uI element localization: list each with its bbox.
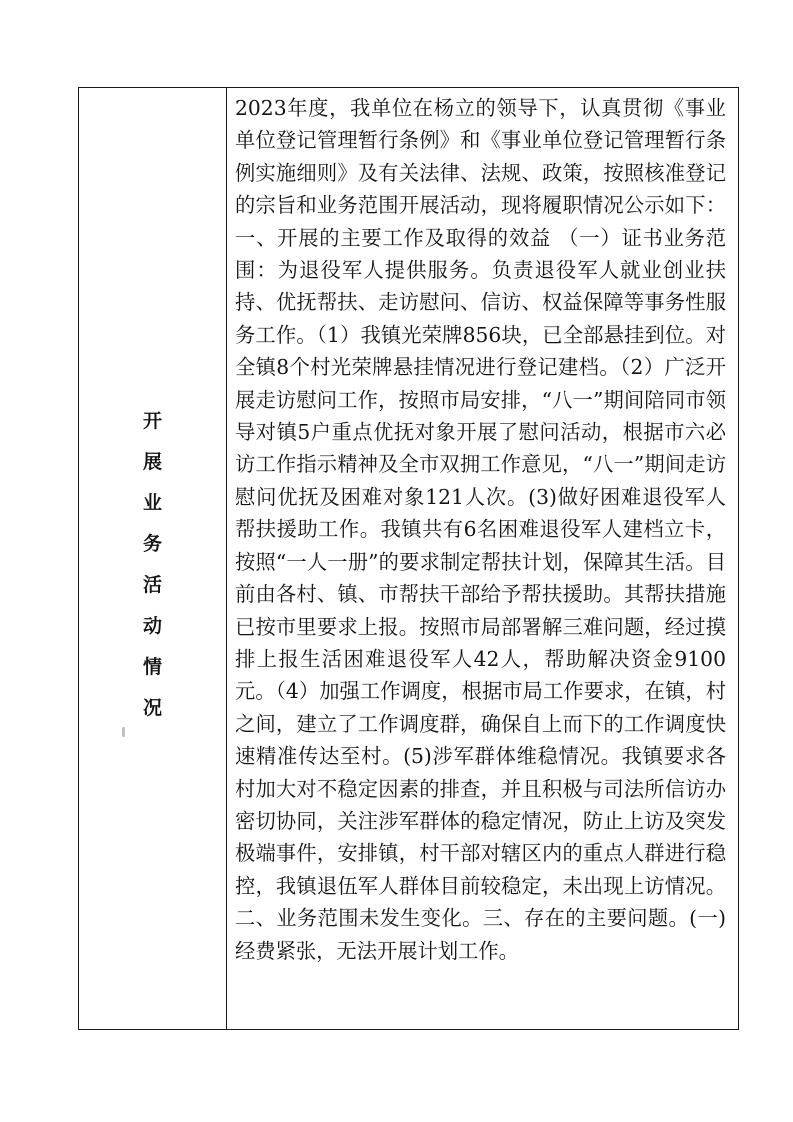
section-label-char: 动: [142, 614, 162, 637]
activity-table: [78, 87, 739, 1030]
section-label: [142, 409, 162, 719]
section-label-char: 活: [142, 573, 162, 596]
scan-mark: [122, 727, 125, 737]
section-label-char: 开: [142, 409, 162, 432]
section-label-cell: [79, 88, 227, 1029]
section-label-char: 情: [142, 655, 162, 678]
section-label-char: 况: [142, 696, 162, 719]
section-label-char: 展: [142, 450, 162, 473]
section-label-char: 务: [142, 532, 162, 555]
activity-report-text: 2023年度，我单位在杨立的领导下，认真贯彻《事业单位登记管理暂行条例》和《事业单位登记管理暂行条例实施细则》及有关法律、法规、政策，按照核准登记的宗旨和业务范围开展活动，现将履职情况公示如下： 一、开展的主要工作及取得的效益 （一）证书业务范围：为退役军人提供服务。负责退役军人就业创业扶持、优抚帮扶、走访慰问、信访、权益保障等事务性服务工作。（1）我镇光荣牌856块，已全部悬挂到位。对全镇8个村光荣牌悬挂情况进行登记建档。（2）广泛开展走访慰问工作，按照市局安排，“八一”期间陪同市领导对镇5户重点优抚对象开展了慰问活动，根据市六必访工作指示精神及全市双拥工作意见，“八一”期间走访慰问优抚及困难对象121人次。(3)做好困难退役军人帮扶援助工作。我镇共有6名困难退役军人建档立卡，按照“一人一册”的要求制定帮扶计划，保障其生活。目前由各村、镇、市帮扶干部给予帮扶援助。其帮扶措施已按市里要求上报。按照市局部署解三难问题，经过摸排上报生活困难退役军人42人，帮助解决资金9100元。（4）加强工作调度，根据市局工作要求，在镇，村之间，建立了工作调度群，确保自上而下的工作调度快速精准传达至村。(5)涉军群体维稳情况。我镇要求各村加大对不稳定因素的排查，并且积极与司法所信访办密切协同，关注涉军群体的稳定情况，防止上访及突发极端事件，安排镇，村干部对辖区内的重点人群进行稳控，我镇退伍军人群体目前较稳定，未出现上访情况。二、业务范围未发生变化。三、存在的主要问题。(一)经费紧张，无法开展计划工作。: [235, 96, 726, 963]
content-cell: [227, 88, 738, 1029]
section-label-char: 业: [142, 491, 162, 514]
